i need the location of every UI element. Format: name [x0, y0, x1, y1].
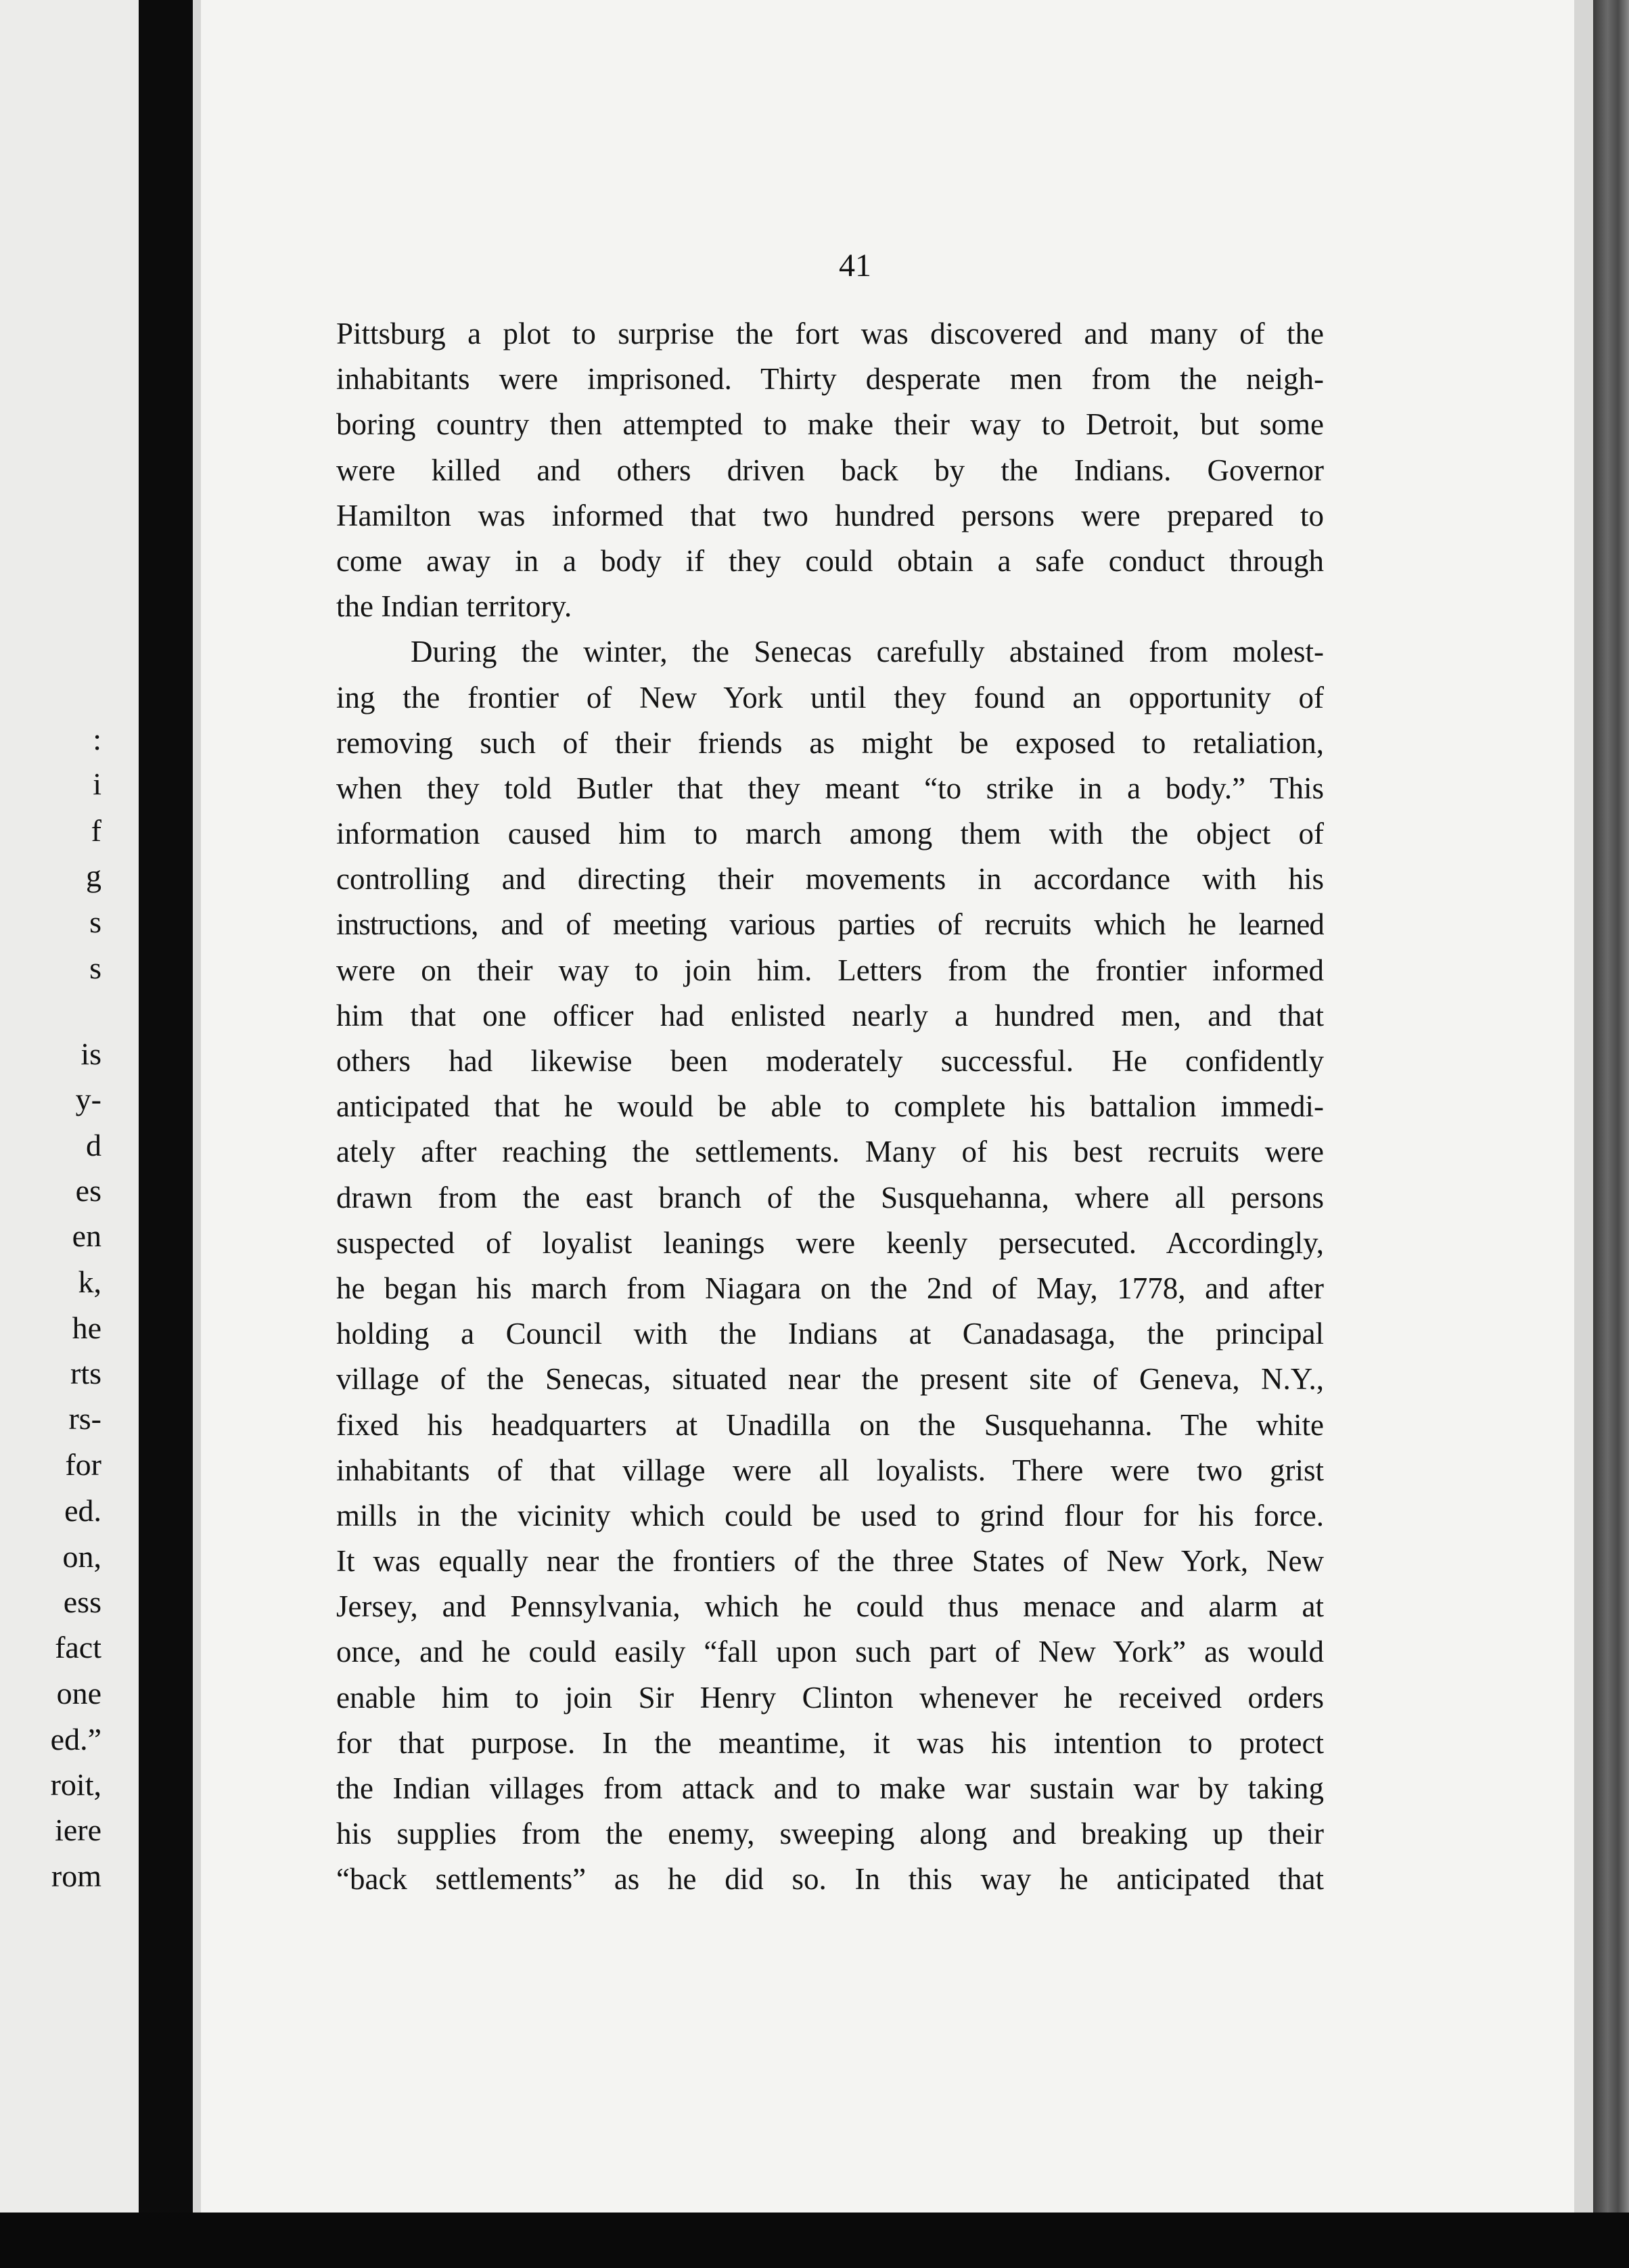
text-line: anticipated that he would be able to complete his battalion immedi- — [336, 1089, 1324, 1124]
text-line: village of the Senecas, situated near the present site of Geneva, N.Y., — [336, 1362, 1324, 1397]
text-line: once, and he could easily “fall upon such part of New York” as would — [336, 1635, 1324, 1669]
left-page-fragment: for — [65, 1447, 101, 1482]
text-line: others had likewise been moderately successful. He confidently — [336, 1044, 1324, 1078]
left-page-fragment: rom — [51, 1859, 101, 1893]
left-page-fragment: f — [91, 813, 101, 848]
left-page-fragment: roit, — [50, 1767, 101, 1802]
left-adjoining-page — [0, 0, 139, 2268]
left-page-fragment: rs- — [68, 1401, 101, 1436]
text-line: “back settlements” as he did so. In this way he anticipated that — [336, 1862, 1324, 1897]
text-line: were on their way to join him. Letters from the frontier informed — [336, 953, 1324, 987]
text-line: holding a Council with the Indians at Canadasaga, the principal — [336, 1317, 1324, 1351]
left-page-fragment: ed.” — [50, 1722, 101, 1756]
left-page-fragment: ed. — [64, 1493, 101, 1528]
book-gutter — [139, 0, 193, 2268]
left-page-fragment: fact — [55, 1630, 101, 1664]
text-line: It was equally near the frontiers of the three States of New York, New — [336, 1544, 1324, 1579]
text-line: During the winter, the Senecas carefully abstained from molest- — [411, 635, 1324, 669]
book-edge — [1593, 0, 1629, 2268]
left-page-fragment: he — [72, 1311, 101, 1345]
text-line: the Indian territory. — [336, 589, 572, 624]
text-line: ately after reaching the settlements. Many of his best recruits were — [336, 1135, 1324, 1169]
left-page-fragment: is — [81, 1037, 101, 1071]
page-number: 41 — [839, 248, 871, 284]
left-page-fragment: s — [89, 951, 101, 985]
text-line: Hamilton was informed that two hundred persons were prepared to — [336, 498, 1324, 532]
text-line: when they told Butler that they meant “to strike in a body.” This — [336, 771, 1324, 805]
text-line: ing the frontier of New York until they found an opportunity of — [336, 680, 1324, 715]
text-line: Pittsburg a plot to surprise the fort was discovered and many of the — [336, 317, 1324, 350]
text-line: removing such of their friends as might be exposed to retaliation, — [336, 725, 1324, 760]
left-page-fragment: iere — [55, 1813, 101, 1847]
text-line: instructions, and of meeting various parties of recruits which he learned — [336, 907, 1324, 942]
text-line: he began his march from Niagara on the 2nd of May, 1778, and after — [336, 1271, 1324, 1305]
left-page-fragment: i — [93, 767, 101, 801]
text-line: boring country then attempted to make their way to Detroit, but some — [336, 407, 1324, 442]
text-line: the Indian villages from attack and to make war sustain war by taking — [336, 1771, 1324, 1805]
left-page-fragment: on, — [62, 1539, 101, 1574]
left-page-fragment: rts — [70, 1356, 101, 1390]
left-page-fragment: : — [93, 722, 101, 756]
text-line: information caused him to march among them with the object of — [336, 817, 1324, 851]
bottom-scan-border — [0, 2213, 1629, 2268]
text-line: his supplies from the enemy, sweeping along and breaking up their — [336, 1817, 1324, 1851]
right-page-edge — [1574, 0, 1593, 2268]
left-page-fragment: y- — [75, 1082, 101, 1116]
text-line: inhabitants were imprisoned. Thirty desperate men from the neigh- — [336, 362, 1324, 396]
left-page-fragment: one — [56, 1676, 101, 1710]
text-line: for that purpose. In the meantime, it was his intention to protect — [336, 1725, 1324, 1760]
left-page-fragment: ess — [63, 1585, 101, 1619]
text-line: drawn from the east branch of the Susquehanna, where all persons — [336, 1180, 1324, 1215]
text-line: enable him to join Sir Henry Clinton whenever he received orders — [336, 1680, 1324, 1715]
text-line: inhabitants of that village were all loyalists. There were two grist — [336, 1453, 1324, 1487]
left-page-fragment: s — [89, 905, 101, 939]
text-line: suspected of loyalist leanings were keenly persecuted. Accordingly, — [336, 1225, 1324, 1260]
left-page-fragment: es — [75, 1173, 101, 1208]
text-line: Jersey, and Pennsylvania, which he could thus menace and alarm at — [336, 1589, 1324, 1624]
gutter-shadow — [193, 0, 201, 2268]
left-page-fragment: en — [72, 1219, 101, 1253]
text-line: come away in a body if they could obtain a safe conduct through — [336, 543, 1324, 578]
text-line: fixed his headquarters at Unadilla on the Susquehanna. The white — [336, 1407, 1324, 1442]
left-page-fragment: g — [86, 859, 101, 893]
left-page-fragment: k, — [78, 1265, 101, 1299]
left-page-fragment: d — [86, 1128, 101, 1162]
text-line: mills in the vicinity which could be used to grind flour for his force. — [336, 1498, 1324, 1533]
text-line: were killed and others driven back by the Indians. Governor — [336, 453, 1324, 487]
text-line: controlling and directing their movements in accordance with his — [336, 862, 1324, 897]
text-line: him that one officer had enlisted nearly a hundred men, and that — [336, 998, 1324, 1033]
body-text — [336, 311, 1324, 1903]
